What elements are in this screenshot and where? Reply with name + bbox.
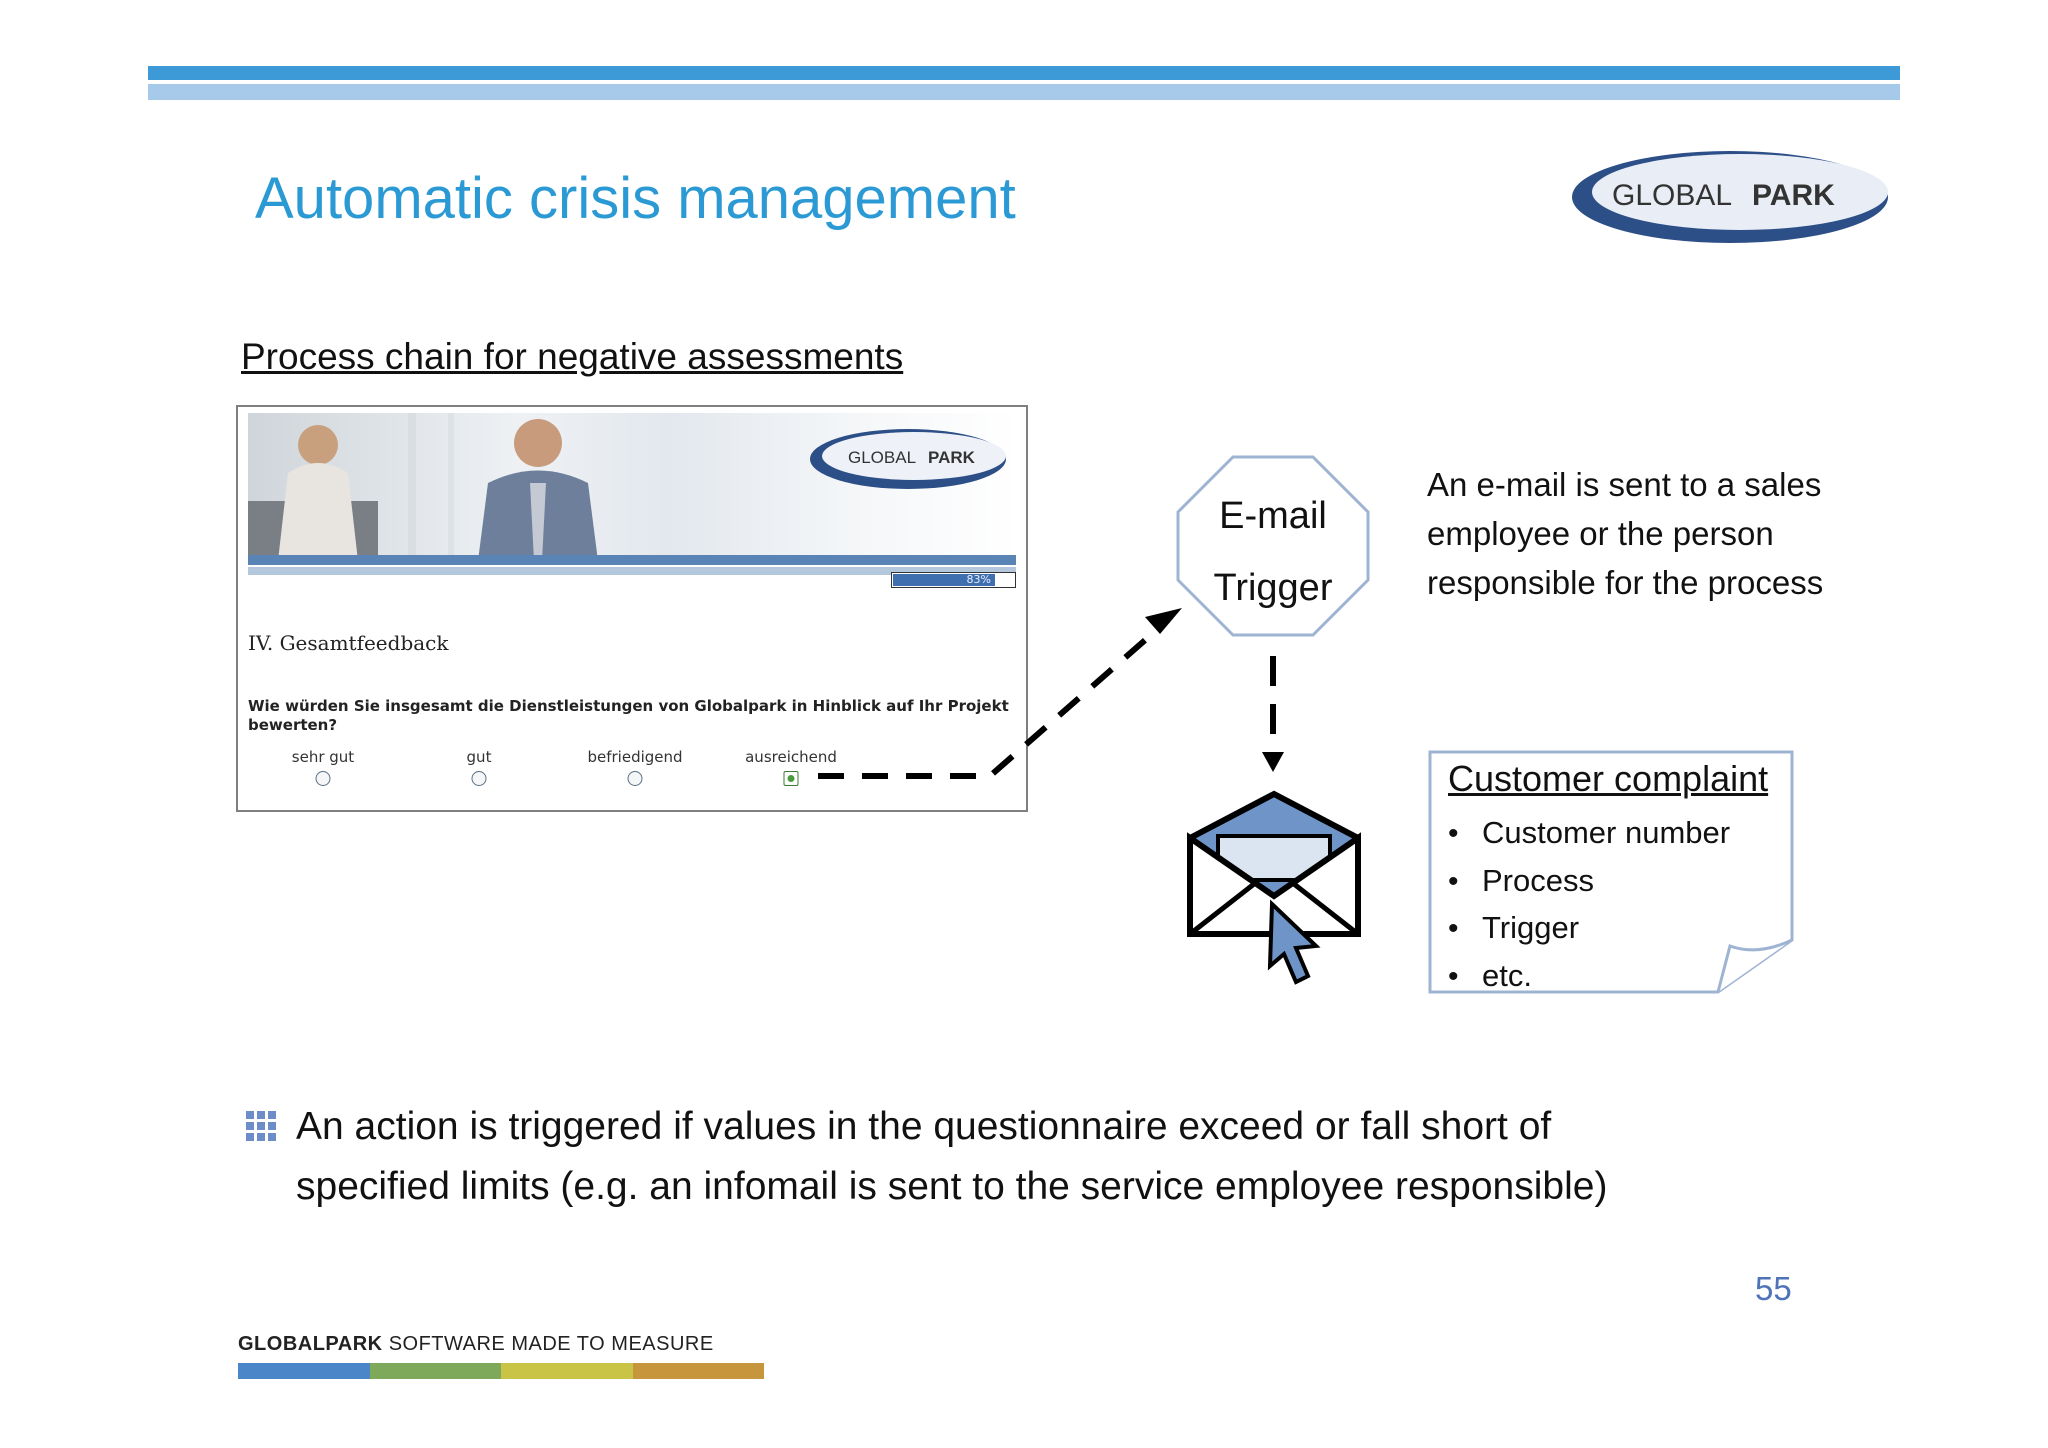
list-item: • etc. (1448, 953, 1730, 1001)
svg-text:GLOBAL: GLOBAL (848, 448, 917, 467)
trigger-description: An e-mail is sent to a sales employee or the person responsible for the process (1427, 466, 1824, 601)
progress-label: 83% (966, 573, 991, 586)
footer-branding (238, 1333, 714, 1356)
list-item: • Customer number (1448, 810, 1730, 858)
option-label: gut (466, 748, 492, 766)
trigger-label-line1: E-mail (1219, 495, 1327, 537)
footer-stripe-segment (238, 1363, 370, 1379)
complaint-list (1448, 810, 1730, 1000)
footer-stripe-segment (501, 1363, 633, 1379)
option-label: befriedigend (587, 748, 683, 766)
footer-stripe-segment (370, 1363, 502, 1379)
list-item: • Process (1448, 858, 1730, 906)
footer-tagline: SOFTWARE MADE TO MEASURE (388, 1333, 714, 1355)
main-bullet-text: An action is triggered if values in the questionnaire exceed or fall short of specified limits (e.g. an infomail is sent to the service employee responsible) (296, 1105, 1608, 1208)
footer-color-stripe (238, 1363, 764, 1379)
complaint-title: Customer complaint (1448, 758, 1769, 799)
survey-question: Wie würden Sie insgesamt die Dienstleistungen von Globalpark in Hinblick auf Ihr Projekt bewerten? (248, 697, 1009, 734)
svg-text:GLOBAL: GLOBAL (1612, 179, 1733, 212)
grid-bullet-icon (246, 1111, 276, 1141)
email-envelope-icon (1184, 786, 1364, 986)
trigger-label (1176, 480, 1370, 624)
svg-text:PARK: PARK (928, 448, 975, 467)
arrowhead-to-envelope (1262, 752, 1284, 772)
list-item: • Trigger (1448, 905, 1730, 953)
footer-stripe-segment (633, 1363, 765, 1379)
trigger-label-line2: Trigger (1213, 567, 1333, 609)
svg-text:PARK: PARK (1752, 179, 1835, 212)
slide-title: Automatic crisis management (255, 166, 1016, 231)
page-number: 55 (1755, 1270, 1792, 1307)
option-label: ausreichend (745, 748, 837, 766)
dashed-connector-to-trigger (818, 620, 1168, 776)
footer-brand: GLOBALPARK (238, 1333, 383, 1355)
process-chain-heading: Process chain for negative assessments (241, 336, 904, 377)
section-title: IV. Gesamtfeedback (248, 631, 449, 655)
option-label: sehr gut (291, 748, 355, 766)
